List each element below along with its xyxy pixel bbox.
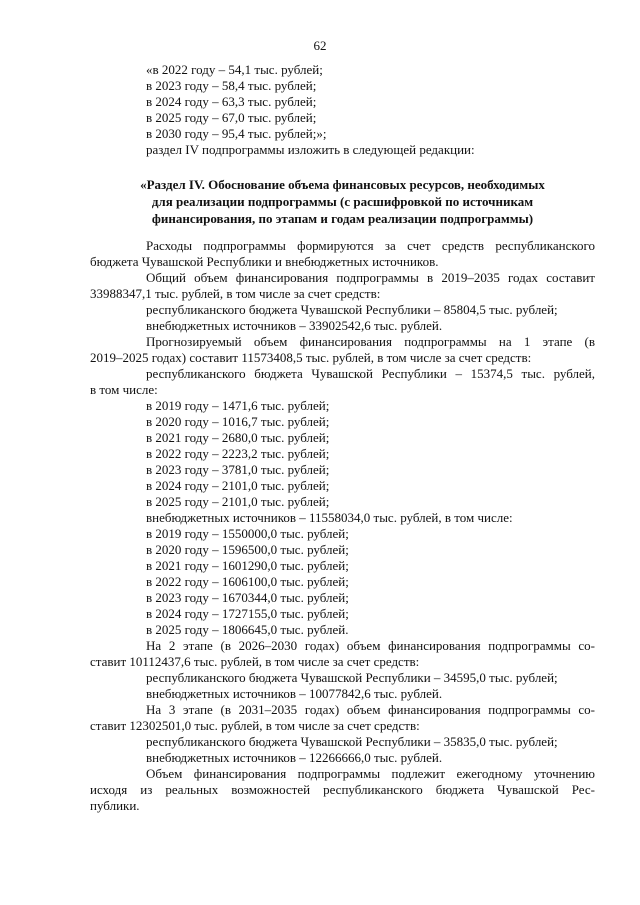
list-item: в 2021 году – 2680,0 тыс. рублей; [146, 430, 330, 445]
paragraph-line: Общий объем финансирования подпрограммы в 2019–2035 годах составит [146, 270, 595, 285]
paragraph-line: республиканского бюджета Чувашской Республики – 35835,0 тыс. рублей; [146, 734, 558, 749]
paragraph-line: Прогнозируемый объем финансирования подпрограммы на 1 этапе (в [146, 334, 595, 349]
paragraph-line: На 3 этапе (в 2031–2035 годах) объем финансирования подпрограммы со- [146, 702, 595, 717]
intro-line: в 2023 году – 58,4 тыс. рублей; [146, 78, 317, 93]
paragraph-line: ставит 10112437,6 тыс. рублей, в том числе за счет средств: [90, 654, 420, 669]
paragraph-line: 33988347,1 тыс. рублей, в том числе за счет средств: [90, 286, 381, 301]
list-item: в 2019 году – 1550000,0 тыс. рублей; [146, 526, 349, 541]
intro-line: в 2030 году – 95,4 тыс. рублей;»; [146, 126, 327, 141]
paragraph-line: внебюджетных источников – 10077842,6 тыс. рублей. [146, 686, 443, 701]
list-item: в 2023 году – 3781,0 тыс. рублей; [146, 462, 330, 477]
heading-line: для реализации подпрограммы (с расшифровкой по источникам [151, 194, 534, 209]
paragraph-line: Расходы подпрограммы формируются за счет средств республиканского [146, 238, 595, 253]
list-item: в 2024 году – 1727155,0 тыс. рублей; [146, 606, 349, 621]
page-number: 62 [313, 38, 327, 53]
paragraph-line: На 2 этапе (в 2026–2030 годах) объем финансирования подпрограммы со- [146, 638, 595, 653]
paragraph-line: исходя из реальных возможностей республиканского бюджета Чувашской Рес- [90, 782, 595, 797]
list-item: в 2021 году – 1601290,0 тыс. рублей; [146, 558, 349, 573]
paragraph-line: в том числе: [90, 382, 158, 397]
paragraph-line: 2019–2025 годах) составит 11573408,5 тыс. рублей, в том числе за счет средств: [90, 350, 532, 365]
intro-line: в 2025 году – 67,0 тыс. рублей; [146, 110, 317, 125]
list-item: в 2025 году – 2101,0 тыс. рублей; [146, 494, 330, 509]
section-heading [110, 176, 575, 227]
list-item: в 2023 году – 1670344,0 тыс. рублей; [146, 590, 349, 605]
list-item: в 2024 году – 2101,0 тыс. рублей; [146, 478, 330, 493]
list-item: в 2020 году – 1016,7 тыс. рублей; [146, 414, 330, 429]
list-item: в 2022 году – 1606100,0 тыс. рублей; [146, 574, 349, 589]
list-item: в 2022 году – 2223,2 тыс. рублей; [146, 446, 330, 461]
list-item: в 2019 году – 1471,6 тыс. рублей; [146, 398, 330, 413]
paragraph-line: Объем финансирования подпрограммы подлежит ежегодному уточнению [146, 766, 595, 781]
paragraph-line: республиканского бюджета Чувашской Республики – 85804,5 тыс. рублей; [146, 302, 558, 317]
paragraph-line: внебюджетных источников – 33902542,6 тыс. рублей. [146, 318, 443, 333]
paragraph-line: бюджета Чувашской Республики и внебюджетных источников. [90, 254, 439, 269]
paragraph-line: республиканского бюджета Чувашской Республики – 15374,5 тыс. рублей, [146, 366, 595, 381]
intro-line: «в 2022 году – 54,1 тыс. рублей; [146, 62, 323, 77]
heading-line: финансирования, по этапам и годам реализации подпрограммы) [151, 211, 534, 226]
paragraph-line: внебюджетных источников – 11558034,0 тыс. рублей, в том числе: [146, 510, 513, 525]
intro-line: в 2024 году – 63,3 тыс. рублей; [146, 94, 317, 109]
paragraph-line: республиканского бюджета Чувашской Республики – 34595,0 тыс. рублей; [146, 670, 558, 685]
paragraph-line: внебюджетных источников – 12266666,0 тыс. рублей. [146, 750, 443, 765]
list-item: в 2020 году – 1596500,0 тыс. рублей; [146, 542, 349, 557]
paragraph-line: публики. [90, 798, 140, 813]
intro-line: раздел IV подпрограммы изложить в следующей редакции: [146, 142, 475, 157]
body-block [90, 238, 595, 814]
heading-line: «Раздел IV. Обоснование объема финансовых ресурсов, необходимых [140, 177, 545, 192]
intro-block [90, 62, 595, 158]
paragraph-line: ставит 12302501,0 тыс. рублей, в том числе за счет средств: [90, 718, 420, 733]
list-item: в 2025 году – 1806645,0 тыс. рублей. [146, 622, 349, 637]
